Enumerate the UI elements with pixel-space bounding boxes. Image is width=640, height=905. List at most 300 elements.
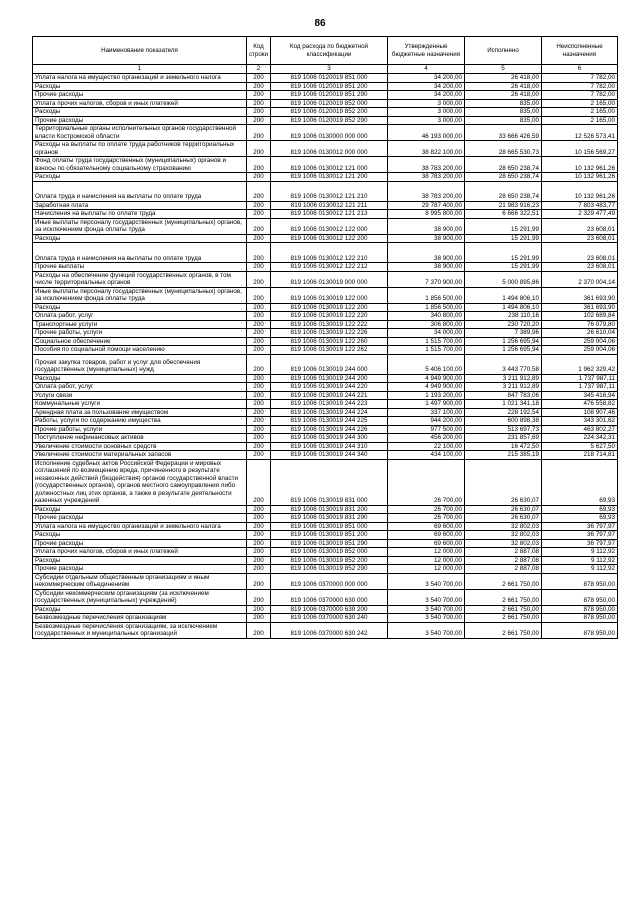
row-classification-code: 819 1006 0130019 244 224 (271, 408, 388, 417)
row-approved-amount: 38 900,00 (388, 234, 465, 243)
row-unexecuted-amount: 878 950,00 (542, 605, 618, 614)
row-approved-amount: 38 900,00 (388, 263, 465, 272)
column-number: 4 (388, 65, 465, 74)
row-indicator-name: Оплата работ, услуг (33, 312, 247, 321)
row-unexecuted-amount: 1 737 987,11 (542, 374, 618, 383)
row-indicator-name: Прочие работы, услуги (33, 425, 247, 434)
row-indicator-name: Прочая закупка товаров, работ и услуг для обеспечения государственных (муниципальных) нужд (33, 354, 247, 374)
table-row (33, 173, 618, 182)
row-executed-amount: 26 630,07 (465, 505, 542, 514)
row-executed-amount: 16 472,50 (465, 442, 542, 451)
row-unexecuted-amount: 69,93 (542, 514, 618, 523)
row-approved-amount: 26 700,00 (388, 459, 465, 505)
column-number: 2 (247, 65, 271, 74)
row-indicator-name: Увеличение стоимости материальных запасов (33, 451, 247, 460)
row-approved-amount: 7 370 900,00 (388, 271, 465, 287)
table-row (33, 442, 618, 451)
row-classification-code: 819 1006 0120019 852 200 (271, 108, 388, 117)
row-executed-amount: 32 802,03 (465, 531, 542, 540)
row-classification-code: 819 1006 0370000 630 200 (271, 605, 388, 614)
row-indicator-name: Оплата труда и начисления на выплаты по оплате труда (33, 181, 247, 201)
row-classification-code: 819 1006 0130019 244 220 (271, 383, 388, 392)
row-indicator-name: Расходы на выплаты по оплате труда работников территориальных органов (33, 141, 247, 157)
row-executed-amount: 21 983 916,23 (465, 201, 542, 210)
row-unexecuted-amount: 218 714,81 (542, 451, 618, 460)
row-classification-code: 819 1006 0130019 244 225 (271, 417, 388, 426)
row-classification-code: 819 1006 0130019 122 260 (271, 337, 388, 346)
row-line-code: 200 (247, 589, 271, 605)
table-row (33, 614, 618, 623)
row-indicator-name: Исполнение судебных актов Российской Федерации и мировых соглашений по возмещению вреда, причиненного в результате незаконных действий (бездействия) органов государственной власти (государственных органов), органов местного самоуправления либо должностных лиц этих органов, а также в результате деятельности казенных учреждений (33, 459, 247, 505)
row-indicator-name: Прочие работы, услуги (33, 329, 247, 338)
row-approved-amount: 38 783 200,00 (388, 181, 465, 201)
row-indicator-name: Расходы на обеспечение функций государственных органов, в том числе территориальных органов (33, 271, 247, 287)
row-line-code: 200 (247, 614, 271, 623)
row-executed-amount: 238 110,16 (465, 312, 542, 321)
row-approved-amount: 337 100,00 (388, 408, 465, 417)
row-executed-amount: 600 898,38 (465, 417, 542, 426)
row-executed-amount: 26 418,00 (465, 74, 542, 83)
row-indicator-name: Прочие расходы (33, 565, 247, 574)
row-unexecuted-amount: 69,93 (542, 505, 618, 514)
row-unexecuted-amount: 2 370 004,14 (542, 271, 618, 287)
row-executed-amount: 15 291,99 (465, 218, 542, 234)
row-unexecuted-amount: 2 165,00 (542, 116, 618, 125)
column-number-row (33, 65, 618, 74)
row-line-code: 200 (247, 565, 271, 574)
column-number: 1 (33, 65, 247, 74)
row-line-code: 200 (247, 400, 271, 409)
row-unexecuted-amount: 108 907,46 (542, 408, 618, 417)
row-indicator-name: Прочие выплаты (33, 263, 247, 272)
row-approved-amount: 38 900,00 (388, 218, 465, 234)
row-approved-amount: 1 515 700,00 (388, 346, 465, 355)
row-approved-amount: 8 995 800,00 (388, 210, 465, 219)
row-line-code: 200 (247, 354, 271, 374)
table-row (33, 556, 618, 565)
row-line-code: 200 (247, 271, 271, 287)
row-approved-amount: 456 200,00 (388, 434, 465, 443)
row-approved-amount: 434 100,00 (388, 451, 465, 460)
row-classification-code: 819 1006 0130012 121 210 (271, 181, 388, 201)
table-row (33, 565, 618, 574)
row-approved-amount: 3 540 700,00 (388, 614, 465, 623)
table-row (33, 374, 618, 383)
table-row (33, 622, 618, 638)
row-classification-code: 819 1006 0370000 630 000 (271, 589, 388, 605)
row-unexecuted-amount: 463 802,27 (542, 425, 618, 434)
row-indicator-name: Увеличение стоимости основных средств (33, 442, 247, 451)
table-row (33, 91, 618, 100)
row-indicator-name: Транспортные услуги (33, 320, 247, 329)
row-executed-amount: 26 418,00 (465, 91, 542, 100)
row-line-code: 200 (247, 243, 271, 263)
table-header-row (33, 37, 618, 65)
row-indicator-name: Расходы (33, 82, 247, 91)
row-classification-code: 819 1006 0130019 851 000 (271, 522, 388, 531)
row-executed-amount: 33 666 426,59 (465, 125, 542, 141)
row-approved-amount: 12 000,00 (388, 565, 465, 574)
row-approved-amount: 38 783 200,00 (388, 173, 465, 182)
row-classification-code: 819 1006 0130019 244 000 (271, 354, 388, 374)
row-unexecuted-amount: 345 416,94 (542, 391, 618, 400)
row-approved-amount: 34 200,00 (388, 91, 465, 100)
row-executed-amount: 3 443 770,58 (465, 354, 542, 374)
row-unexecuted-amount: 224 342,31 (542, 434, 618, 443)
row-classification-code: 819 1006 0130019 244 200 (271, 374, 388, 383)
row-unexecuted-amount: 7 782,00 (542, 82, 618, 91)
row-executed-amount: 32 802,03 (465, 522, 542, 531)
row-approved-amount: 1 856 500,00 (388, 287, 465, 303)
table-row (33, 141, 618, 157)
row-approved-amount: 944 200,00 (388, 417, 465, 426)
row-approved-amount: 12 000,00 (388, 548, 465, 557)
row-executed-amount: 15 291,99 (465, 243, 542, 263)
row-indicator-name: Расходы (33, 605, 247, 614)
row-line-code: 200 (247, 573, 271, 589)
table-row (33, 74, 618, 83)
row-approved-amount: 3 000,00 (388, 99, 465, 108)
row-line-code: 200 (247, 605, 271, 614)
table-row (33, 82, 618, 91)
row-unexecuted-amount: 102 689,84 (542, 312, 618, 321)
row-approved-amount: 3 540 700,00 (388, 605, 465, 614)
row-classification-code: 819 1006 0130019 122 222 (271, 320, 388, 329)
table-row (33, 116, 618, 125)
row-executed-amount: 2 887,08 (465, 565, 542, 574)
header-unexecuted: Неисполненные назначения (542, 37, 618, 65)
row-executed-amount: 835,00 (465, 108, 542, 117)
column-number: 3 (271, 65, 388, 74)
row-classification-code: 819 1006 0130012 122 210 (271, 243, 388, 263)
row-classification-code: 819 1006 0130012 000 000 (271, 141, 388, 157)
row-executed-amount: 3 211 912,89 (465, 383, 542, 392)
row-classification-code: 819 1006 0130019 244 226 (271, 425, 388, 434)
row-line-code: 200 (247, 505, 271, 514)
row-unexecuted-amount: 10 156 569,27 (542, 141, 618, 157)
row-indicator-name: Заработная плата (33, 201, 247, 210)
table-row (33, 125, 618, 141)
row-executed-amount: 231 857,69 (465, 434, 542, 443)
table-row (33, 354, 618, 374)
row-approved-amount: 977 500,00 (388, 425, 465, 434)
row-classification-code: 819 1006 0370000 630 240 (271, 614, 388, 623)
row-indicator-name: Пособия по социальной помощи населению (33, 346, 247, 355)
row-approved-amount: 1 515 700,00 (388, 337, 465, 346)
table-row (33, 181, 618, 201)
table-row (33, 346, 618, 355)
row-classification-code: 819 1006 0130019 244 310 (271, 442, 388, 451)
row-unexecuted-amount: 259 004,06 (542, 346, 618, 355)
row-indicator-name: Расходы (33, 556, 247, 565)
row-unexecuted-amount: 878 950,00 (542, 614, 618, 623)
table-row (33, 434, 618, 443)
table-row (33, 312, 618, 321)
row-executed-amount: 1 021 341,18 (465, 400, 542, 409)
row-classification-code: 819 1006 0130019 851 200 (271, 531, 388, 540)
row-line-code: 200 (247, 157, 271, 173)
table-row (33, 531, 618, 540)
table-row (33, 218, 618, 234)
row-executed-amount: 28 650 238,74 (465, 173, 542, 182)
row-indicator-name: Социальное обеспечение (33, 337, 247, 346)
row-classification-code: 819 1006 0370000 630 242 (271, 622, 388, 638)
row-classification-code: 819 1006 0130019 122 000 (271, 287, 388, 303)
row-approved-amount: 34 000,00 (388, 329, 465, 338)
row-unexecuted-amount: 2 329 477,49 (542, 210, 618, 219)
row-line-code: 200 (247, 383, 271, 392)
row-executed-amount: 835,00 (465, 116, 542, 125)
row-approved-amount: 38 783 200,00 (388, 157, 465, 173)
row-unexecuted-amount: 878 950,00 (542, 589, 618, 605)
row-unexecuted-amount: 9 112,92 (542, 556, 618, 565)
row-indicator-name: Расходы (33, 505, 247, 514)
row-indicator-name: Прочие расходы (33, 116, 247, 125)
table-row (33, 210, 618, 219)
row-approved-amount: 5 406 100,00 (388, 354, 465, 374)
row-line-code: 200 (247, 374, 271, 383)
row-line-code: 200 (247, 263, 271, 272)
row-line-code: 200 (247, 425, 271, 434)
row-indicator-name: Уплата прочих налогов, сборов и иных платежей (33, 548, 247, 557)
row-unexecuted-amount: 10 132 961,26 (542, 157, 618, 173)
row-unexecuted-amount: 36 797,97 (542, 522, 618, 531)
budget-execution-table (32, 36, 618, 639)
row-executed-amount: 6 666 322,51 (465, 210, 542, 219)
table-row (33, 505, 618, 514)
row-classification-code: 819 1006 0130019 831 290 (271, 514, 388, 523)
row-classification-code: 819 1006 0130019 831 200 (271, 505, 388, 514)
table-row (33, 157, 618, 173)
row-executed-amount: 513 697,73 (465, 425, 542, 434)
table-row (33, 514, 618, 523)
row-approved-amount: 4 949 900,00 (388, 374, 465, 383)
row-indicator-name: Уплата налога на имущество организаций и земельного налога (33, 522, 247, 531)
row-indicator-name: Расходы (33, 173, 247, 182)
row-classification-code: 819 1006 0130000 000 000 (271, 125, 388, 141)
row-line-code: 200 (247, 201, 271, 210)
row-approved-amount: 26 700,00 (388, 514, 465, 523)
row-indicator-name: Территориальные органы исполнительных органов государственной власти Костромской области (33, 125, 247, 141)
row-classification-code: 819 1006 0130019 852 000 (271, 548, 388, 557)
row-indicator-name: Расходы (33, 374, 247, 383)
row-unexecuted-amount: 7 782,00 (542, 74, 618, 83)
row-classification-code: 819 1006 0130019 122 220 (271, 312, 388, 321)
row-line-code: 200 (247, 539, 271, 548)
row-line-code: 200 (247, 451, 271, 460)
row-line-code: 200 (247, 408, 271, 417)
header-line-code: Код строки (247, 37, 271, 65)
row-approved-amount: 69 600,00 (388, 522, 465, 531)
row-unexecuted-amount: 12 526 573,41 (542, 125, 618, 141)
row-unexecuted-amount: 2 165,00 (542, 108, 618, 117)
row-line-code: 200 (247, 287, 271, 303)
row-approved-amount: 1 193 200,00 (388, 391, 465, 400)
table-row (33, 337, 618, 346)
table-row (33, 303, 618, 312)
row-indicator-name: Начисления на выплаты по оплате труда (33, 210, 247, 219)
row-indicator-name: Прочие расходы (33, 514, 247, 523)
table-row (33, 425, 618, 434)
row-executed-amount: 7 389,96 (465, 329, 542, 338)
row-indicator-name: Уплата налога на имущество организаций и земельного налога (33, 74, 247, 83)
row-indicator-name: Расходы (33, 531, 247, 540)
row-unexecuted-amount: 361 693,90 (542, 303, 618, 312)
row-unexecuted-amount: 361 693,90 (542, 287, 618, 303)
row-executed-amount: 228 192,54 (465, 408, 542, 417)
row-line-code: 200 (247, 320, 271, 329)
row-unexecuted-amount: 1 962 329,42 (542, 354, 618, 374)
row-classification-code: 819 1006 0130012 121 200 (271, 173, 388, 182)
row-unexecuted-amount: 878 950,00 (542, 573, 618, 589)
row-unexecuted-amount: 10 132 961,26 (542, 181, 618, 201)
table-row (33, 459, 618, 505)
row-unexecuted-amount: 1 737 987,11 (542, 383, 618, 392)
table-row (33, 391, 618, 400)
row-line-code: 200 (247, 548, 271, 557)
row-unexecuted-amount: 76 079,80 (542, 320, 618, 329)
row-line-code: 200 (247, 622, 271, 638)
table-row (33, 522, 618, 531)
row-indicator-name: Субсидии некоммерческим организациям (за исключением государственных (муниципальных) учреждений) (33, 589, 247, 605)
row-classification-code: 819 1006 0130019 244 223 (271, 400, 388, 409)
row-unexecuted-amount: 2 165,00 (542, 99, 618, 108)
row-line-code: 200 (247, 417, 271, 426)
table-row (33, 263, 618, 272)
row-line-code: 200 (247, 434, 271, 443)
row-indicator-name: Оплата труда и начисления на выплаты по оплате труда (33, 243, 247, 263)
row-indicator-name: Субсидии отдельным общественным организациям и иным некоммерческим объединениям (33, 573, 247, 589)
row-unexecuted-amount: 7 782,00 (542, 91, 618, 100)
row-line-code: 200 (247, 125, 271, 141)
row-executed-amount: 26 630,07 (465, 514, 542, 523)
row-executed-amount: 847 783,06 (465, 391, 542, 400)
table-row (33, 99, 618, 108)
row-unexecuted-amount: 343 301,62 (542, 417, 618, 426)
table-row (33, 417, 618, 426)
row-line-code: 200 (247, 116, 271, 125)
table-row (33, 400, 618, 409)
row-classification-code: 819 1006 0130012 122 000 (271, 218, 388, 234)
row-approved-amount: 306 800,00 (388, 320, 465, 329)
row-classification-code: 819 1006 0130019 122 200 (271, 303, 388, 312)
row-executed-amount: 2 661 750,00 (465, 622, 542, 638)
row-executed-amount: 215 385,19 (465, 451, 542, 460)
row-approved-amount: 1 497 900,00 (388, 400, 465, 409)
header-approved: Утвержденные бюджетные назначения (388, 37, 465, 65)
row-executed-amount: 2 661 750,00 (465, 614, 542, 623)
row-classification-code: 819 1006 0130019 000 000 (271, 271, 388, 287)
row-executed-amount: 26 630,07 (465, 459, 542, 505)
table-row (33, 329, 618, 338)
row-executed-amount: 5 000 895,86 (465, 271, 542, 287)
row-executed-amount: 835,00 (465, 99, 542, 108)
row-line-code: 200 (247, 303, 271, 312)
row-approved-amount: 69 600,00 (388, 531, 465, 540)
column-number: 6 (542, 65, 618, 74)
row-executed-amount: 1 494 806,10 (465, 303, 542, 312)
row-executed-amount: 15 291,99 (465, 234, 542, 243)
row-line-code: 200 (247, 556, 271, 565)
page-number: 86 (314, 18, 326, 29)
row-unexecuted-amount: 69,93 (542, 459, 618, 505)
row-approved-amount: 12 000,00 (388, 556, 465, 565)
row-line-code: 200 (247, 108, 271, 117)
row-approved-amount: 34 200,00 (388, 74, 465, 83)
row-indicator-name: Прочие расходы (33, 539, 247, 548)
table-row (33, 108, 618, 117)
row-approved-amount: 3 540 700,00 (388, 589, 465, 605)
row-approved-amount: 34 200,00 (388, 82, 465, 91)
row-unexecuted-amount: 5 627,50 (542, 442, 618, 451)
row-approved-amount: 3 540 700,00 (388, 573, 465, 589)
row-executed-amount: 230 720,20 (465, 320, 542, 329)
row-classification-code: 819 1006 0130019 831 000 (271, 459, 388, 505)
row-executed-amount: 32 802,03 (465, 539, 542, 548)
row-indicator-name: Услуги связи (33, 391, 247, 400)
row-classification-code: 819 1006 0130019 852 290 (271, 565, 388, 574)
row-classification-code: 819 1006 0120019 852 290 (271, 116, 388, 125)
table-row (33, 451, 618, 460)
table-row (33, 234, 618, 243)
row-approved-amount: 3 000,00 (388, 108, 465, 117)
row-executed-amount: 1 494 806,10 (465, 287, 542, 303)
row-unexecuted-amount: 7 803 483,77 (542, 201, 618, 210)
row-unexecuted-amount: 9 112,92 (542, 548, 618, 557)
row-indicator-name: Фонд оплаты труда государственных (муниципальных) органов и взносы по обязательному социальному страхованию (33, 157, 247, 173)
row-classification-code: 819 1006 0130019 122 226 (271, 329, 388, 338)
row-line-code: 200 (247, 82, 271, 91)
row-unexecuted-amount: 36 797,97 (542, 539, 618, 548)
table-row (33, 287, 618, 303)
row-indicator-name: Работы, услуги по содержанию имущества (33, 417, 247, 426)
table-row (33, 605, 618, 614)
row-indicator-name: Прочие расходы (33, 91, 247, 100)
row-line-code: 200 (247, 442, 271, 451)
row-indicator-name: Арендная плата за пользование имуществом (33, 408, 247, 417)
row-line-code: 200 (247, 218, 271, 234)
row-approved-amount: 3 000,00 (388, 116, 465, 125)
row-line-code: 200 (247, 522, 271, 531)
row-classification-code: 819 1006 0130019 244 340 (271, 451, 388, 460)
row-classification-code: 819 1006 0130012 122 212 (271, 263, 388, 272)
row-unexecuted-amount: 23 608,01 (542, 263, 618, 272)
row-line-code: 200 (247, 173, 271, 182)
table-row (33, 573, 618, 589)
row-approved-amount: 29 787 400,00 (388, 201, 465, 210)
row-unexecuted-amount: 10 132 961,26 (542, 173, 618, 182)
row-executed-amount: 2 887,08 (465, 556, 542, 565)
row-approved-amount: 46 193 000,00 (388, 125, 465, 141)
row-line-code: 200 (247, 459, 271, 505)
row-approved-amount: 38 822 100,00 (388, 141, 465, 157)
row-unexecuted-amount: 476 558,82 (542, 400, 618, 409)
row-classification-code: 819 1006 0120019 851 000 (271, 74, 388, 83)
row-indicator-name: Безвозмездные перечисления организациям (33, 614, 247, 623)
row-executed-amount: 2 887,08 (465, 548, 542, 557)
row-approved-amount: 340 800,00 (388, 312, 465, 321)
row-approved-amount: 1 856 500,00 (388, 303, 465, 312)
row-line-code: 200 (247, 210, 271, 219)
row-classification-code: 819 1006 0130012 122 200 (271, 234, 388, 243)
row-executed-amount: 2 661 750,00 (465, 573, 542, 589)
header-executed: Исполнено (465, 37, 542, 65)
row-executed-amount: 28 650 238,74 (465, 157, 542, 173)
row-classification-code: 819 1006 0120019 851 200 (271, 82, 388, 91)
row-executed-amount: 15 291,99 (465, 263, 542, 272)
row-indicator-name: Расходы (33, 108, 247, 117)
header-classification-code: Код расхода по бюджетной классификации (271, 37, 388, 65)
